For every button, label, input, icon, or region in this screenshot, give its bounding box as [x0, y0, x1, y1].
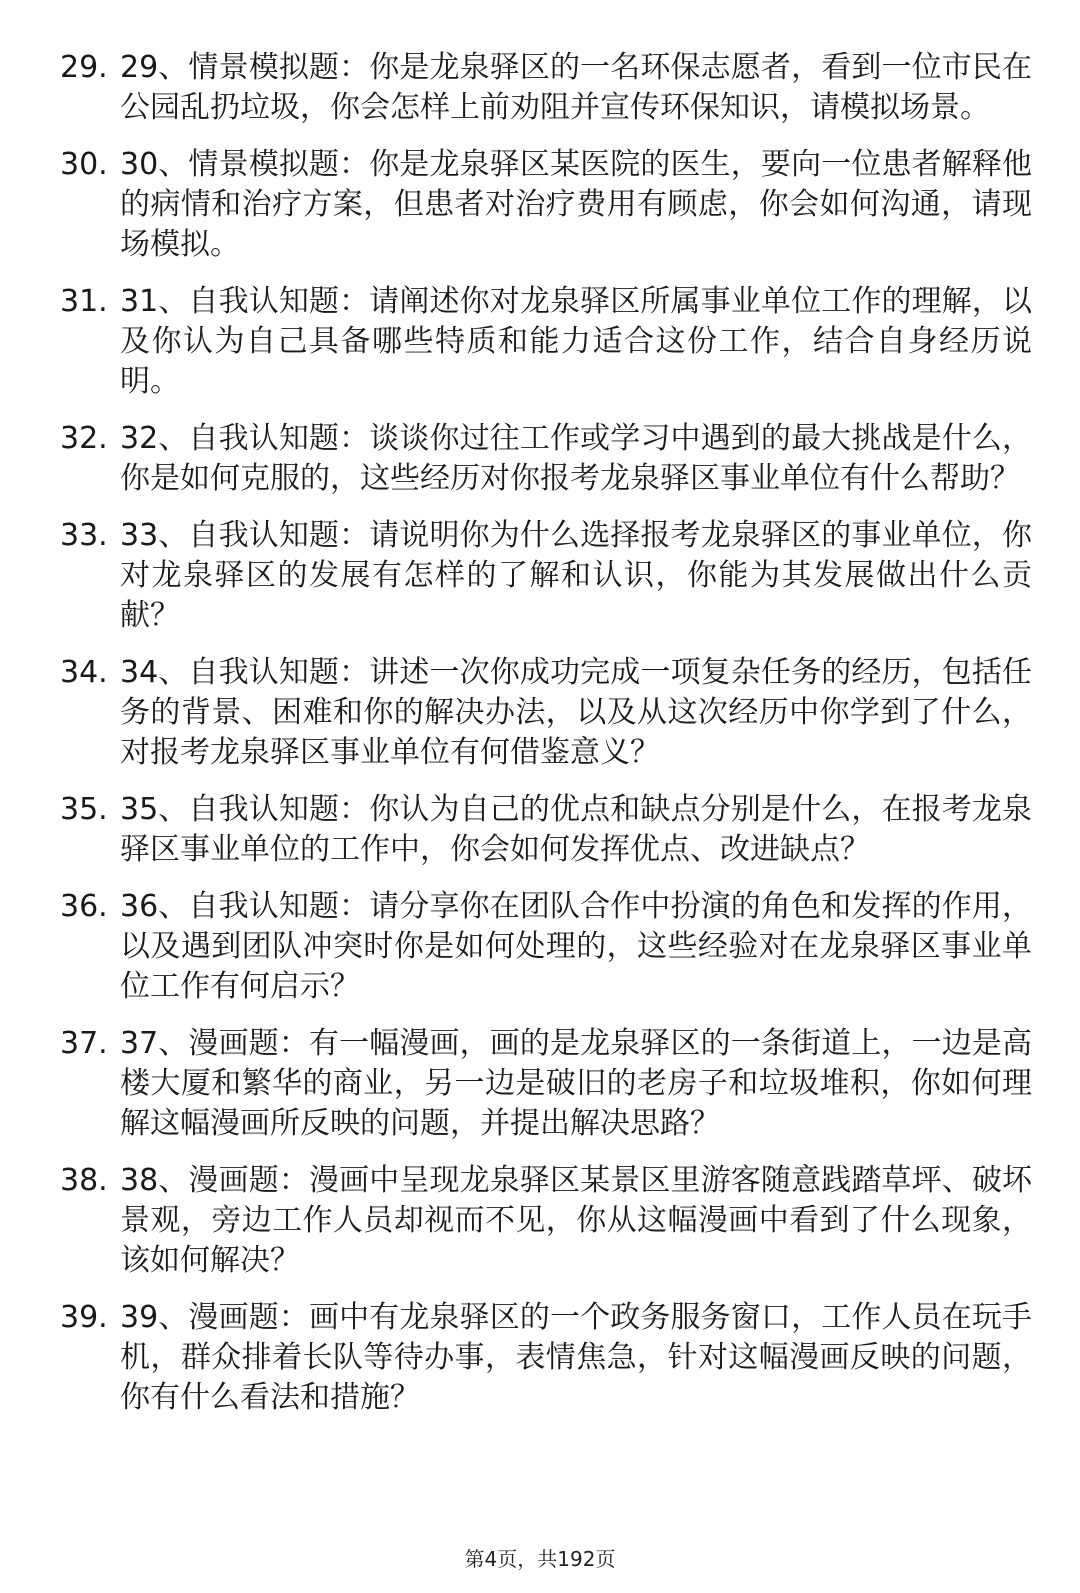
list-item — [60, 419, 1032, 499]
question-number: 39. — [60, 1300, 108, 1335]
question-text: 34、自我认知题：讲述一次你成功完成一项复杂任务的经历，包括任务的背景、困难和你的解决办法，以及从这次经历中你学到了什么，对报考龙泉驿区事业单位有何借鉴意义？ — [120, 655, 1032, 770]
page-footer: 第4页，共192页 — [464, 1547, 616, 1571]
question-text: 31、自我认知题：请阐述你对龙泉驿区所属事业单位工作的理解，以及你认为自己具备哪些特质和能力适合这份工作，结合自身经历说明。 — [120, 284, 1032, 399]
list-item — [60, 145, 1032, 265]
question-text: 37、漫画题：有一幅漫画，画的是龙泉驿区的一条街道上，一边是高楼大厦和繁华的商业，另一边是破旧的老房子和垃圾堆积，你如何理解这幅漫画所反映的问题，并提出解决思路？ — [120, 1026, 1032, 1141]
question-number: 32. — [60, 421, 108, 456]
question-number: 36. — [60, 889, 108, 924]
list-item — [60, 887, 1032, 1007]
list-item — [60, 282, 1032, 402]
question-text: 39、漫画题：画中有龙泉驿区的一个政务服务窗口，工作人员在玩手机，群众排着长队等待办事，表情焦急，针对这幅漫画反映的问题，你有什么看法和措施？ — [120, 1300, 1032, 1415]
question-number: 31. — [60, 284, 108, 319]
question-text: 33、自我认知题：请说明你为什么选择报考龙泉驿区的事业单位，你对龙泉驿区的发展有怎样的了解和认识，你能为其发展做出什么贡献？ — [120, 518, 1032, 633]
question-number: 35. — [60, 792, 108, 827]
list-item — [60, 1298, 1032, 1418]
question-number: 34. — [60, 655, 108, 690]
question-list — [60, 48, 1032, 1418]
list-item — [60, 1161, 1032, 1281]
list-item — [60, 790, 1032, 870]
question-number: 37. — [60, 1026, 108, 1061]
question-number: 33. — [60, 518, 108, 553]
question-text: 38、漫画题：漫画中呈现龙泉驿区某景区里游客随意践踏草坪、破坏景观，旁边工作人员却视而不见，你从这幅漫画中看到了什么现象，该如何解决？ — [120, 1163, 1032, 1278]
list-item — [60, 653, 1032, 773]
question-text: 29、情景模拟题：你是龙泉驿区的一名环保志愿者，看到一位市民在公园乱扔垃圾，你会怎样上前劝阻并宣传环保知识，请模拟场景。 — [120, 50, 1032, 125]
question-number: 38. — [60, 1163, 108, 1198]
question-text: 30、情景模拟题：你是龙泉驿区某医院的医生，要向一位患者解释他的病情和治疗方案，但患者对治疗费用有顾虑，你会如何沟通，请现场模拟。 — [120, 147, 1032, 262]
list-item — [60, 1024, 1032, 1144]
question-text: 32、自我认知题：谈谈你过往工作或学习中遇到的最大挑战是什么，你是如何克服的，这些经历对你报考龙泉驿区事业单位有什么帮助？ — [120, 421, 1032, 496]
question-text: 36、自我认知题：请分享你在团队合作中扮演的角色和发挥的作用，以及遇到团队冲突时你是如何处理的，这些经验对在龙泉驿区事业单位工作有何启示？ — [120, 889, 1032, 1004]
list-item — [60, 516, 1032, 636]
question-number: 30. — [60, 147, 108, 182]
question-text: 35、自我认知题：你认为自己的优点和缺点分别是什么，在报考龙泉驿区事业单位的工作中，你会如何发挥优点、改进缺点？ — [120, 792, 1032, 867]
list-item — [60, 48, 1032, 128]
question-number: 29. — [60, 50, 108, 85]
